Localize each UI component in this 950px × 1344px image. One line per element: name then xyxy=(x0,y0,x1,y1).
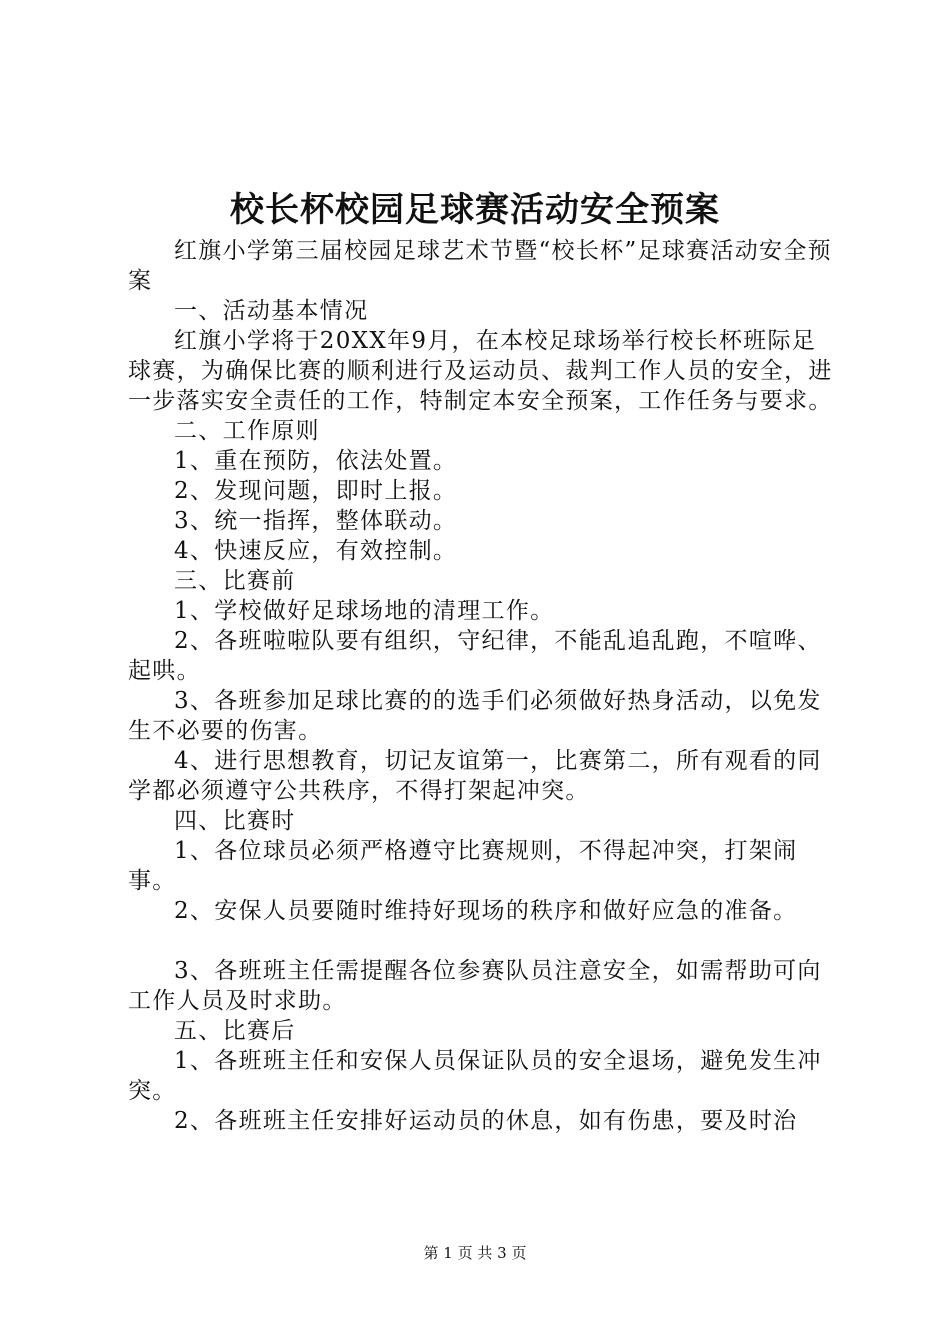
paragraph-overview: 红旗小学将于20XX年9月，在本校足球场举行校长杯班际足球赛，为确保比赛的顺利进行及运动员、裁判工作人员的安全，进一步落实安全责任的工作，特制定本安全预案，工作任务与要求。 xyxy=(128,328,833,414)
section-heading-4: 四、比赛时 xyxy=(174,808,296,834)
before-item-2: 2、各班啦啦队要有组织，守纪律，不能乱追乱跑，不喧哗、起哄。 xyxy=(128,628,822,684)
during-item-2: 2、安保人员要随时维持好现场的秩序和做好应急的准备。 xyxy=(174,898,798,924)
during-item-1: 1、各位球员必须严格遵守比赛规则，不得起冲突，打架闹事。 xyxy=(128,838,798,894)
principle-item-2: 2、发现问题，即时上报。 xyxy=(174,478,458,504)
blank-line xyxy=(128,926,840,956)
before-item-4: 4、进行思想教育，切记友谊第一，比赛第二，所有观看的同学都必须遵守公共秩序，不得打架起冲突。 xyxy=(128,748,822,804)
principle-item-1: 1、重在预防，依法处置。 xyxy=(174,448,458,474)
document-title: 校长杯校园足球赛活动安全预案 xyxy=(230,190,720,230)
principle-item-3: 3、统一指挥，整体联动。 xyxy=(174,508,458,534)
before-item-3: 3、各班参加足球比赛的的选手们必须做好热身活动，以免发生不必要的伤害。 xyxy=(128,688,822,744)
after-item-2: 2、各班班主任安排好运动员的休息，如有伤患，要及时治 xyxy=(174,1108,798,1134)
section-heading-2: 二、工作原则 xyxy=(174,418,320,444)
during-item-3: 3、各班班主任需提醒各位参赛队员注意安全，如需帮助可向工作人员及时求助。 xyxy=(128,958,822,1014)
section-heading-3: 三、比赛前 xyxy=(174,568,296,594)
after-item-1: 1、各班班主任和安保人员保证队员的安全退场，避免发生冲突。 xyxy=(128,1048,822,1104)
page-number: 第 1 页 共 3 页 xyxy=(423,1244,527,1262)
principle-item-4: 4、快速反应，有效控制。 xyxy=(174,538,458,564)
before-item-1: 1、学校做好足球场地的清理工作。 xyxy=(174,598,555,624)
document-body xyxy=(128,236,840,1136)
section-heading-5: 五、比赛后 xyxy=(174,1018,296,1044)
section-heading-1: 一、活动基本情况 xyxy=(174,298,369,324)
paragraph-intro: 红旗小学第三届校园足球艺术节暨“校长杯”足球赛活动安全预案 xyxy=(128,238,832,294)
